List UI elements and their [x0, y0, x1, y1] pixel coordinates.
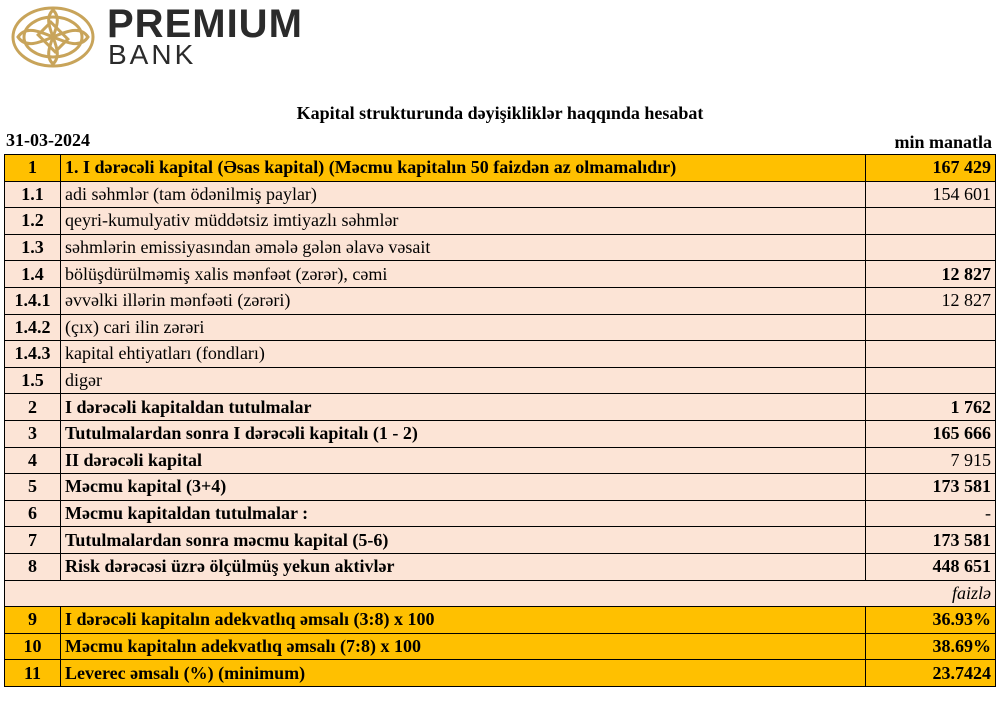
row-number: 3: [5, 420, 61, 447]
row-label: Məcmu kapital (3+4): [61, 474, 866, 501]
row-number: 10: [5, 633, 61, 660]
row-label: Tutulmalardan sonra I dərəcəli kapitalı (1 - 2): [61, 420, 866, 447]
row-label: II dərəcəli kapital: [61, 447, 866, 474]
report-units: min manatla: [894, 132, 992, 152]
row-value: 12 827: [866, 261, 996, 288]
row-number: 5: [5, 474, 61, 501]
row-label: digər: [61, 367, 866, 394]
report-title: Kapital strukturunda dəyişikliklər haqqında hesabat: [296, 103, 704, 123]
row-value: 154 601: [866, 181, 996, 208]
row-label: Məcmu kapitaldan tutulmalar :: [61, 500, 866, 527]
row-number: 1.4.2: [5, 314, 61, 341]
row-label: əvvəlki illərin mənfəəti (zərəri): [61, 287, 866, 314]
row-number: 7: [5, 527, 61, 554]
table-row: [5, 420, 996, 447]
row-number: 8: [5, 553, 61, 580]
row-label: I dərəcəli kapitaldan tutulmalar: [61, 394, 866, 421]
row-value: 173 581: [866, 474, 996, 501]
table-row: [5, 607, 996, 634]
table-row: [5, 287, 996, 314]
row-value: 38.69%: [866, 633, 996, 660]
row-label: kapital ehtiyatları (fondları): [61, 341, 866, 368]
brand-sub: BANK: [108, 39, 197, 70]
row-number: 1.3: [5, 234, 61, 261]
row-number: 11: [5, 660, 61, 687]
table-row: [5, 447, 996, 474]
row-value: [866, 208, 996, 235]
table-row: [5, 527, 996, 554]
row-number: 9: [5, 607, 61, 634]
table-row: [5, 314, 996, 341]
row-value: [866, 234, 996, 261]
row-value: 1 762: [866, 394, 996, 421]
table-row: [5, 261, 996, 288]
row-label: adi səhmlər (tam ödənilmiş paylar): [61, 181, 866, 208]
row-label: 1. I dərəcəli kapital (Əsas kapital) (Məcmu kapitalın 50 faizdən az olmamalıdır): [61, 155, 866, 182]
table-row: [5, 394, 996, 421]
row-label: Məcmu kapitalın adekvatlıq əmsalı (7:8) x 100: [61, 633, 866, 660]
row-label: səhmlərin emissiyasından əmələ gələn əlavə vəsait: [61, 234, 866, 261]
percent-unit-label: faizlə: [5, 580, 996, 607]
row-label: bölüşdürülməmiş xalis mənfəət (zərər), cəmi: [61, 261, 866, 288]
table-row: [5, 633, 996, 660]
table-row: [5, 500, 996, 527]
row-number: 1.2: [5, 208, 61, 235]
row-value: 12 827: [866, 287, 996, 314]
row-label: Risk dərəcəsi üzrə ölçülmüş yekun aktivlər: [61, 553, 866, 580]
table-row: [5, 208, 996, 235]
row-value: 165 666: [866, 420, 996, 447]
row-label: Leverec əmsalı (%) (minimum): [61, 660, 866, 687]
row-number: 1.4: [5, 261, 61, 288]
table-row: [5, 474, 996, 501]
capital-structure-table: [4, 154, 996, 687]
row-value: [866, 367, 996, 394]
table-row: [5, 181, 996, 208]
row-number: 1.1: [5, 181, 61, 208]
table-row: [5, 341, 996, 368]
row-number: 1: [5, 155, 61, 182]
row-label: (çıx) cari ilin zərəri: [61, 314, 866, 341]
row-value: 448 651: [866, 553, 996, 580]
row-number: 1.4.3: [5, 341, 61, 368]
brand-name: PREMIUM: [107, 2, 303, 46]
row-value: [866, 341, 996, 368]
table-row: [5, 155, 996, 182]
row-number: 1.4.1: [5, 287, 61, 314]
premium-bank-logo-icon: [8, 4, 98, 70]
row-value: 167 429: [866, 155, 996, 182]
table-row: [5, 234, 996, 261]
row-value: 23.7424: [866, 660, 996, 687]
report-date: 31-03-2024: [6, 130, 90, 150]
table-row: [5, 553, 996, 580]
percent-unit-row: [5, 580, 996, 607]
row-value: 36.93%: [866, 607, 996, 634]
row-number: 4: [5, 447, 61, 474]
row-label: qeyri-kumulyativ müddətsiz imtiyazlı səhmlər: [61, 208, 866, 235]
row-label: Tutulmalardan sonra məcmu kapital (5-6): [61, 527, 866, 554]
table-row: [5, 660, 996, 687]
row-value: 7 915: [866, 447, 996, 474]
row-number: 2: [5, 394, 61, 421]
row-value: [866, 314, 996, 341]
table-row: [5, 367, 996, 394]
row-label: I dərəcəli kapitalın adekvatlıq əmsalı (3:8) x 100: [61, 607, 866, 634]
row-value: 173 581: [866, 527, 996, 554]
row-number: 1.5: [5, 367, 61, 394]
row-number: 6: [5, 500, 61, 527]
row-value: -: [866, 500, 996, 527]
